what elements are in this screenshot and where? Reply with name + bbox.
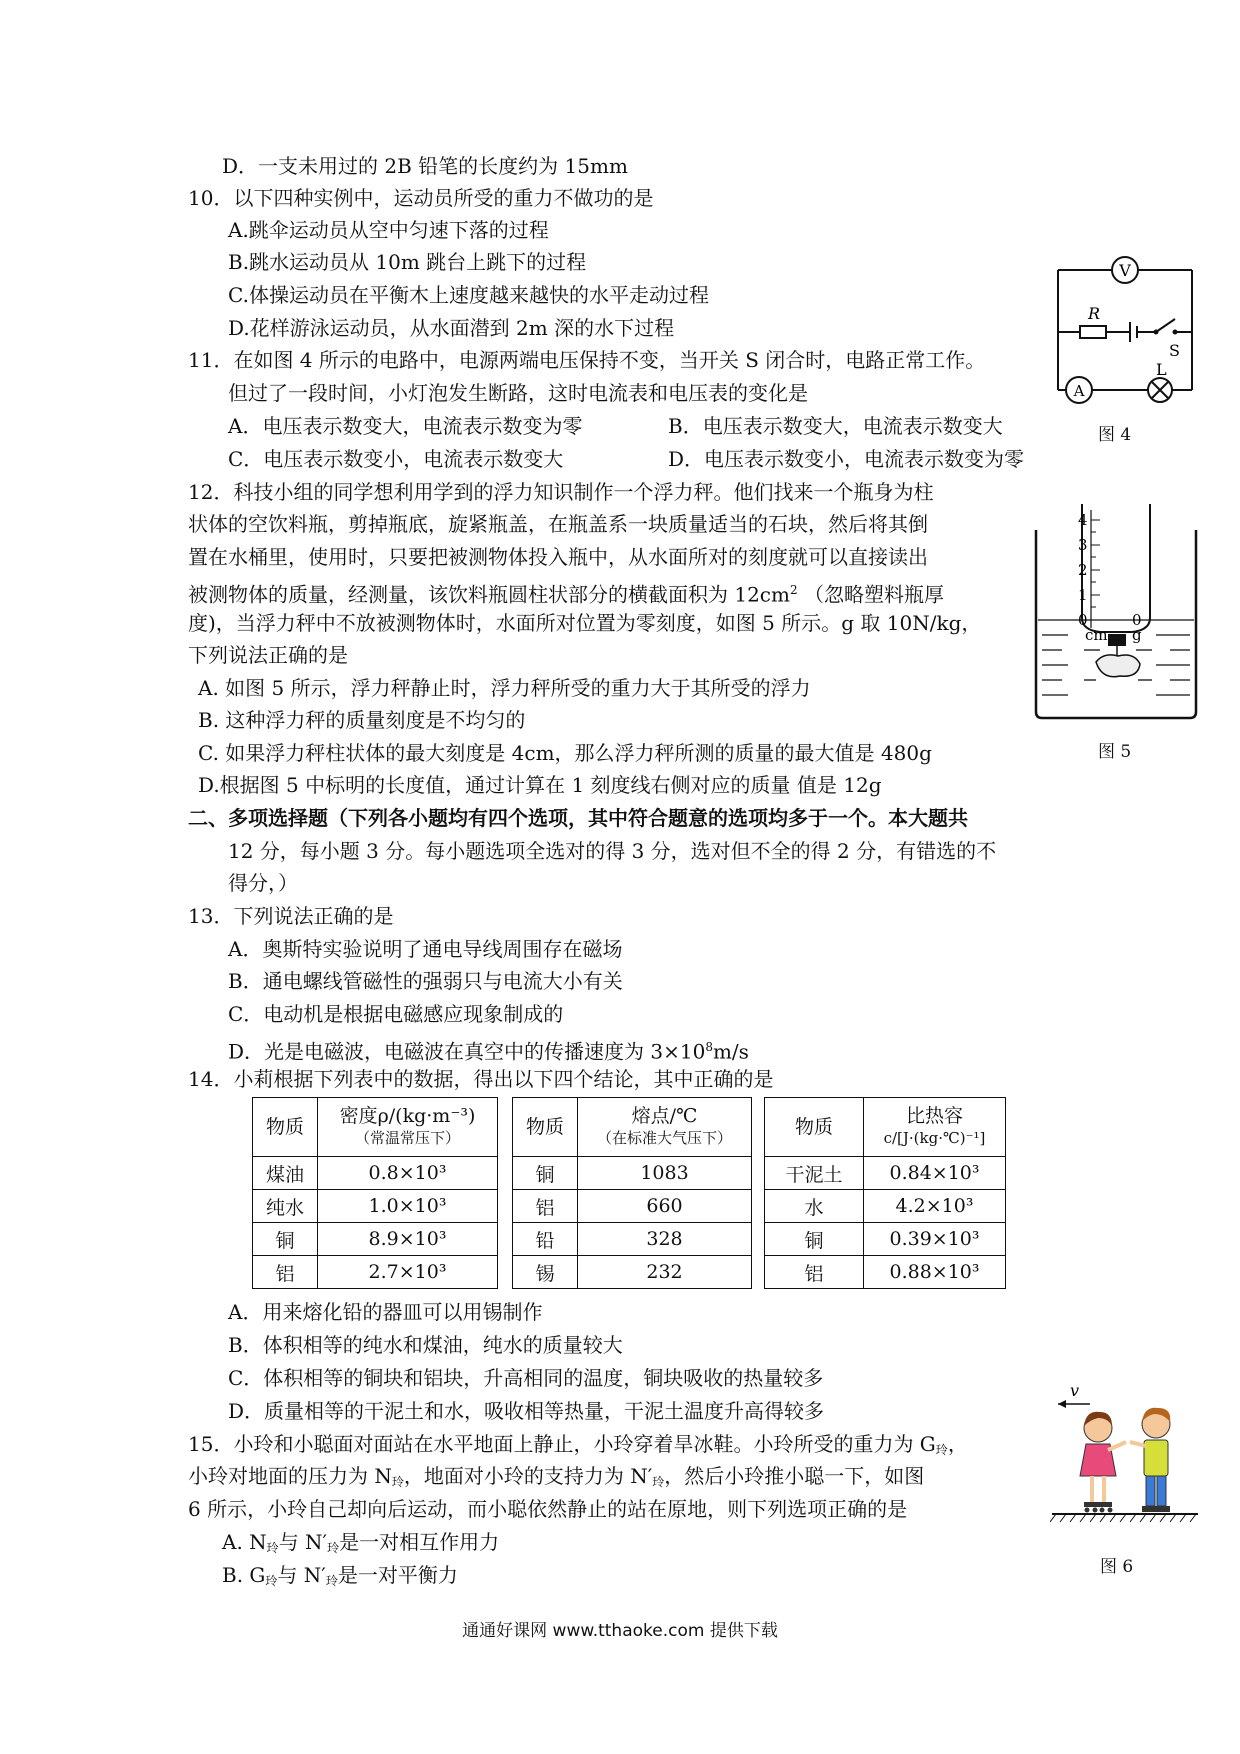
table-cell: 铜 (765, 1223, 864, 1256)
q13-option-d-unit: m/s (712, 1039, 749, 1064)
density-table (252, 1097, 498, 1289)
switch-icon (1156, 319, 1175, 332)
scale-tick-3: 3 (1078, 536, 1088, 554)
q15-option-b (222, 1561, 458, 1595)
arrow-left-icon (1058, 1400, 1066, 1408)
table-header-note: （常温常压下） (354, 1129, 460, 1147)
q13-option-d-text: D．光是电磁波，电磁波在真空中的传播速度为 3×10 (228, 1039, 706, 1064)
figure-6-children (1050, 1376, 1200, 1546)
table-cell: 4.2×10³ (864, 1190, 1006, 1223)
q10-option-a: A.跳伞运动员从空中匀速下落的过程 (228, 218, 549, 242)
table-cell: 232 (578, 1256, 752, 1289)
q15-option-a-text-2: 与 N′ (278, 1530, 328, 1554)
q14-option-c: C．体积相等的铜块和铝块，升高相同的温度，铜块吸收的热量较多 (228, 1366, 824, 1390)
q15-line1-subscript: 玲 (935, 1443, 948, 1457)
table-header-cell (318, 1098, 498, 1157)
scale-unit-cm: cm (1085, 626, 1108, 644)
q11-option-b: B．电压表示数变大，电流表示数变大 (668, 414, 1003, 438)
table-cell: 2.7×10³ (318, 1256, 498, 1289)
q14-option-d: D．质量相等的干泥土和水，吸收相等热量，干泥土温度升高得较多 (228, 1399, 825, 1423)
q12-line3: 置在水桶里，使用时，只要把被测物体投入瓶中，从水面所对的刻度就可以直接读出 (188, 545, 928, 569)
velocity-label: v (1070, 1381, 1080, 1400)
table-cell: 0.8×10³ (318, 1157, 498, 1190)
table-cell: 328 (578, 1223, 752, 1256)
q15-line1-end: ， (947, 1432, 968, 1456)
q15-option-b-text-3: 是一对平衡力 (337, 1563, 458, 1587)
q15-line2-text-a: 小玲对地面的压力为 N (188, 1464, 392, 1488)
table-cell: 铜 (253, 1223, 318, 1256)
table-header-row (513, 1098, 752, 1157)
scale-tick-1: 1 (1078, 586, 1088, 604)
q15-option-b-subscript-2: 玲 (325, 1574, 338, 1588)
q12-option-a: A. 如图 5 所示，浮力秤静止时，浮力秤所受的重力大于其所受的浮力 (198, 676, 811, 700)
q9-option-d: D．一支未用过的 2B 铅笔的长度约为 15mm (222, 154, 628, 178)
table-header-cell (864, 1098, 1006, 1157)
q15-line2 (188, 1462, 924, 1496)
table-cell: 0.84×10³ (864, 1157, 1006, 1190)
table-header-title: 比热容 (905, 1105, 963, 1127)
q12-line5: 度)，当浮力秤中不放被测物体时，水面所对位置为零刻度，如图 5 所示。g 取 10N/kg， (188, 611, 982, 635)
table-header-note: c/[J·(kg·℃)⁻¹] (883, 1129, 986, 1147)
table-row (513, 1256, 752, 1289)
q10-option-b: B.跳水运动员从 10m 跳台上跳下的过程 (228, 250, 587, 274)
q14-option-a: A．用来熔化铅的器皿可以用锡制作 (228, 1300, 543, 1324)
section2-line2: 12 分，每小题 3 分。每小题选项全选对的得 3 分，选对但不全的得 2 分，有错选的不 (228, 839, 997, 863)
table-cell: 1.0×10³ (318, 1190, 498, 1223)
table-header-row (765, 1098, 1006, 1157)
boy-figure (1130, 1408, 1170, 1512)
resistor-label: R (1088, 304, 1101, 323)
table-row (765, 1256, 1006, 1289)
table-row (765, 1190, 1006, 1223)
q15-option-a-text-1: A. N (222, 1530, 267, 1554)
q15-line2-text-c: ，然后小玲推小聪一下，如图 (664, 1464, 925, 1488)
q15-option-b-subscript-1: 玲 (265, 1574, 278, 1588)
ammeter-label: A (1073, 382, 1085, 400)
q11-stem-line2: 但过了一段时间，小灯泡发生断路，这时电流表和电压表的变化是 (228, 381, 808, 405)
q10-option-d: D.花样游泳运动员，从水面潜到 2m 深的水下过程 (228, 316, 675, 340)
q12-line1: 12．科技小组的同学想利用学到的浮力知识制作一个浮力秤。他们找来一个瓶身为柱 (188, 480, 934, 504)
q12-line4-tail: （忽略塑料瓶厚 (797, 582, 944, 607)
table-row (765, 1223, 1006, 1256)
table-header-note: （在标准大气压下） (596, 1129, 732, 1147)
q15-option-b-text-1: B. G (222, 1563, 266, 1587)
q14-stem: 14．小莉根据下列表中的数据，得出以下四个结论，其中正确的是 (188, 1067, 774, 1091)
q12-line6: 下列说法正确的是 (188, 643, 348, 667)
q13-stem: 13．下列说法正确的是 (188, 904, 394, 928)
table-cell: 铅 (513, 1223, 578, 1256)
q14-option-b: B．体积相等的纯水和煤油，纯水的质量较大 (228, 1333, 623, 1357)
scale-tick-4: 4 (1078, 511, 1088, 529)
q15-option-a-subscript-2: 玲 (327, 1541, 340, 1555)
q12-line4 (188, 576, 944, 609)
q13-option-a: A．奥斯特实验说明了通电导线周围存在磁场 (228, 937, 623, 961)
table-header-cell: 物质 (513, 1098, 578, 1157)
table-header-cell: 物质 (765, 1098, 864, 1157)
table-cell: 铝 (253, 1256, 318, 1289)
table-cell: 铝 (513, 1190, 578, 1223)
table-row (253, 1256, 498, 1289)
figure-6-caption: 图 6 (1100, 1557, 1134, 1577)
table-cell: 铝 (765, 1256, 864, 1289)
stone-icon (1096, 655, 1140, 677)
figure-4-circuit (1050, 255, 1200, 415)
table-header-cell: 物质 (253, 1098, 318, 1157)
table-cell: 铜 (513, 1157, 578, 1190)
q13-option-d-exponent: 8 (705, 1040, 713, 1054)
girl-figure (1080, 1412, 1126, 1513)
switch-label: S (1169, 341, 1180, 360)
q10-option-c: C.体操运动员在平衡木上速度越来越快的水平走动过程 (228, 283, 709, 307)
table-row (513, 1157, 752, 1190)
q15-option-a-text-3: 是一对相互作用力 (339, 1530, 500, 1554)
specific-heat-table (764, 1097, 1006, 1289)
scale-tick-2: 2 (1078, 561, 1088, 579)
table-header-title: 密度ρ/(kg·m⁻³) (339, 1105, 476, 1127)
q12-option-b: B. 这种浮力秤的质量刻度是不均匀的 (198, 708, 526, 732)
q12-line2: 状体的空饮料瓶，剪掉瓶底，旋紧瓶盖，在瓶盖系一块质量适当的石块，然后将其倒 (188, 512, 928, 536)
q11-option-d: D．电压表示数变小，电流表示数变为零 (668, 447, 1025, 471)
table-header-row (253, 1098, 498, 1157)
table-cell: 1083 (578, 1157, 752, 1190)
table-header-cell (578, 1098, 752, 1157)
footer-source: 通通好课网 www.tthaoke.com 提供下载 (462, 1621, 778, 1641)
table-row (513, 1190, 752, 1223)
q15-option-a-subscript-1: 玲 (266, 1541, 279, 1555)
q13-option-c: C．电动机是根据电磁感应现象制成的 (228, 1002, 564, 1026)
scale-zero-right: 0 (1132, 611, 1142, 629)
table-row (253, 1223, 498, 1256)
q15-option-b-text-2: 与 N′ (277, 1563, 326, 1587)
q13-option-b: B．通电螺线管磁性的强弱只与电流大小有关 (228, 969, 623, 993)
table-row (765, 1157, 1006, 1190)
q11-stem-line1: 11．在如图 4 所示的电路中，电源两端电压保持不变，当开关 S 闭合时，电路正常工作。 (188, 348, 986, 372)
q12-option-c: C. 如果浮力秤柱状体的最大刻度是 4cm，那么浮力秤所测的质量的最大值是 480g (198, 741, 932, 765)
q13-option-d (228, 1033, 749, 1066)
scale-unit-g: g (1132, 626, 1142, 644)
q15-line1 (188, 1430, 968, 1464)
figure-5-caption: 图 5 (1098, 742, 1132, 762)
voltmeter-label: V (1119, 261, 1131, 280)
q15-line2-text-b: ，地面对小玲的支持力为 N′ (403, 1464, 653, 1488)
section2-line1: 二、多项选择题（下列各小题均有四个选项，其中符合题意的选项均多于一个。本大题共 (188, 806, 968, 830)
q12-option-d: D.根据图 5 中标明的长度值，通过计算在 1 刻度线右侧对应的质量 值是 12g (198, 773, 882, 797)
q15-line3: 6 所示，小玲自己却向后运动，而小聪依然静止的站在原地，则下列选项正确的是 (188, 1497, 908, 1521)
section2-line3: 得分，） (228, 871, 298, 895)
scale-tick-0: 0 (1078, 611, 1088, 629)
table-cell: 8.9×10³ (318, 1223, 498, 1256)
figure-4-caption: 图 4 (1098, 425, 1132, 445)
q15-line1-text: 15．小玲和小聪面对面站在水平地面上静止，小玲穿着旱冰鞋。小玲所受的重力为 G (188, 1432, 936, 1456)
table-cell: 纯水 (253, 1190, 318, 1223)
table-row (253, 1157, 498, 1190)
q12-line4-superscript: 2 (789, 583, 798, 597)
q15-line2-subscript-1: 玲 (391, 1475, 404, 1489)
table-cell: 0.39×10³ (864, 1223, 1006, 1256)
melting-point-table (512, 1097, 752, 1289)
table-cell: 煤油 (253, 1157, 318, 1190)
table-row (513, 1223, 752, 1256)
table-header-title: 熔点/℃ (631, 1105, 698, 1127)
table-cell: 水 (765, 1190, 864, 1223)
q15-line2-subscript-2: 玲 (652, 1475, 665, 1489)
resistor-icon (1080, 326, 1106, 338)
table-cell: 锡 (513, 1256, 578, 1289)
lamp-label: L (1156, 360, 1167, 379)
q12-line4-text: 被测物体的质量，经测量，该饮料瓶圆柱状部分的横截面积为 12cm (188, 582, 790, 607)
q15-option-a (222, 1528, 499, 1562)
q10-stem: 10．以下四种实例中，运动员所受的重力不做功的是 (188, 186, 654, 210)
table-cell: 660 (578, 1190, 752, 1223)
table-cell: 0.88×10³ (864, 1256, 1006, 1289)
table-cell: 干泥土 (765, 1157, 864, 1190)
q11-option-a: A．电压表示数变大，电流表示数变为零 (228, 414, 583, 438)
table-row (253, 1190, 498, 1223)
q11-option-c: C．电压表示数变小，电流表示数变大 (228, 447, 564, 471)
figure-5-float-scale (1028, 500, 1204, 725)
